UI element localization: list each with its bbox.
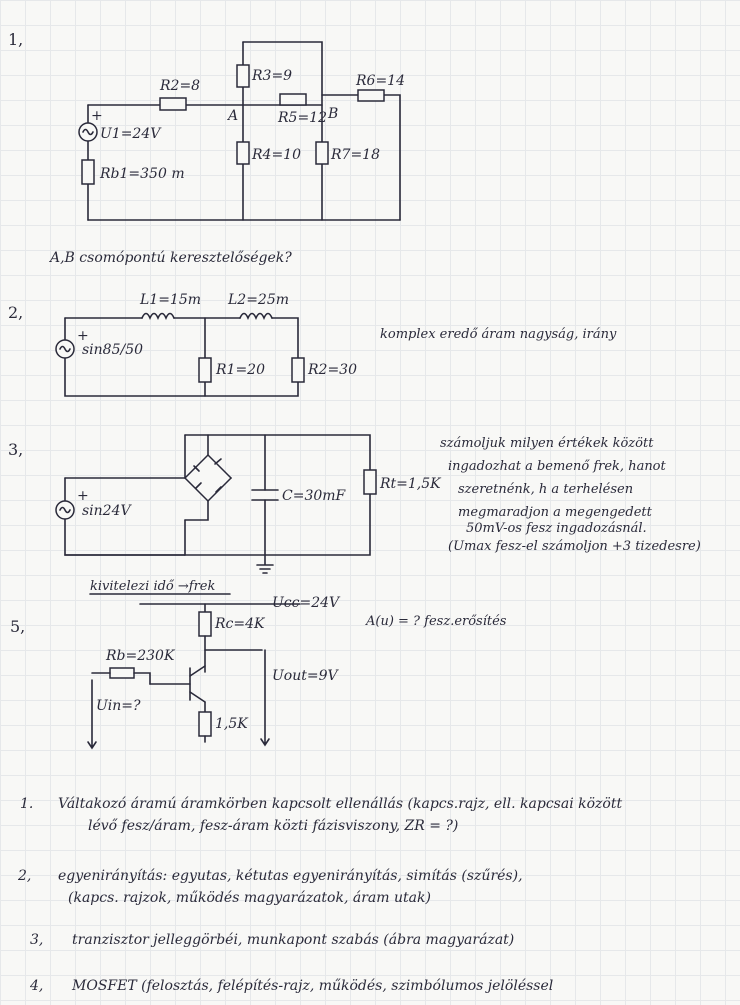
question-number: 1. xyxy=(20,796,34,812)
question-number: 3, xyxy=(30,932,44,948)
resistor-re xyxy=(199,712,211,736)
problem-5-note: A(u) = ? fesz.erősítés xyxy=(366,614,507,629)
p2-plus-sign: + xyxy=(77,328,89,344)
resistor-r4 xyxy=(237,142,249,164)
p3-note-line: szeretnénk, h a terhelésen xyxy=(458,482,634,497)
question-number: 4, xyxy=(30,978,44,994)
rt-label: Rt=1,5K xyxy=(380,476,441,492)
resistor-r6 xyxy=(358,90,384,101)
r4-label: R4=10 xyxy=(252,147,301,163)
problem-3-number: 3, xyxy=(8,440,24,459)
p2-r2-label: R2=30 xyxy=(308,362,357,378)
node-b-label: B xyxy=(328,106,339,122)
rc-label: Rc=4K xyxy=(215,616,265,632)
r6-label: R6=14 xyxy=(356,73,405,89)
resistor-r2 xyxy=(160,98,186,110)
p3-note-line: megmaradjon a megengedett xyxy=(458,505,652,520)
resistor-r3 xyxy=(237,65,249,87)
p3-note-line: számoljuk milyen értékek között xyxy=(440,436,654,451)
problem-2-note: komplex eredő áram nagyság, irány xyxy=(380,327,617,342)
question-line: tranzisztor jelleggörbéi, munkapont szabás (ábra magyarázat) xyxy=(72,932,515,948)
problem-3 xyxy=(8,435,701,594)
resistor-rb1 xyxy=(82,160,94,184)
question-line: egyenirányítás: egyutas, kétutas egyenirányítás, simítás (szűrés), xyxy=(58,868,523,884)
p3-footer: kivitelezi idő →frek xyxy=(90,579,216,594)
resistor-r7 xyxy=(316,142,328,164)
problem-2-number: 2, xyxy=(8,303,24,322)
p3-source-label: sin24V xyxy=(82,503,131,519)
question-line: (kapcs. rajzok, működés magyarázatok, áram utak) xyxy=(68,890,431,906)
resistor-r2-p2 xyxy=(292,358,304,382)
resistor-rc xyxy=(199,612,211,636)
p2-r1-label: R1=20 xyxy=(216,362,265,378)
problem-1 xyxy=(8,30,405,266)
l1-label: L1=15m xyxy=(140,292,202,308)
problem-5 xyxy=(10,595,507,748)
p3-plus-sign: + xyxy=(77,488,89,504)
node-a-label: A xyxy=(228,108,239,124)
r5-label: R5=12 xyxy=(278,110,327,126)
u1-label: U1=24V xyxy=(100,126,161,142)
problem-2 xyxy=(8,292,617,396)
c-label: C=30mF xyxy=(282,488,346,504)
l2-label: L2=25m xyxy=(228,292,290,308)
resistor-rb xyxy=(110,668,134,678)
re-label: 1,5K xyxy=(215,716,248,732)
question-line: MOSFET (felosztás, felépítés-rajz, működés, szimbólumos jelöléssel xyxy=(72,978,554,994)
ucc-label: Ucc=24V xyxy=(272,595,340,611)
uin-label: Uin=? xyxy=(96,698,141,714)
problem-1-question: A,B csomópontú keresztelőségek? xyxy=(50,250,292,266)
question-number: 2, xyxy=(18,868,32,884)
p2-source-label: sin85/50 xyxy=(82,342,144,358)
problem-3-notes xyxy=(440,436,701,554)
resistor-rt xyxy=(364,470,376,494)
problem-5-number: 5, xyxy=(10,617,26,636)
theory-questions xyxy=(17,796,622,994)
resistor-r1-p2 xyxy=(199,358,211,382)
resistor-r5 xyxy=(280,94,306,105)
r2-label: R2=8 xyxy=(160,78,201,94)
rb-label: Rb=230K xyxy=(106,648,175,664)
r7-label: R7=18 xyxy=(331,147,380,163)
question-line: Váltakozó áramú áramkörben kapcsolt ellenállás (kapcs.rajz, ell. kapcsai között xyxy=(58,796,623,812)
rb1-label: Rb1=350 m xyxy=(100,166,185,182)
question-line: lévő fesz/áram, fesz-áram közti fázisviszony, ZR = ?) xyxy=(88,818,459,834)
p3-note-line: (Umax fesz-el számoljon +3 tizedesre) xyxy=(448,539,701,554)
u1-plus-sign: + xyxy=(91,108,103,124)
problem-1-number: 1, xyxy=(8,30,24,49)
r3-label: R3=9 xyxy=(252,68,293,84)
p3-note-line: ingadozhat a bemenő frek, hanot xyxy=(448,459,666,474)
uout-label: Uout=9V xyxy=(272,668,338,684)
rectifier-bridge xyxy=(185,455,231,501)
p3-note-line: 50mV-os fesz ingadozásnál. xyxy=(466,521,647,536)
